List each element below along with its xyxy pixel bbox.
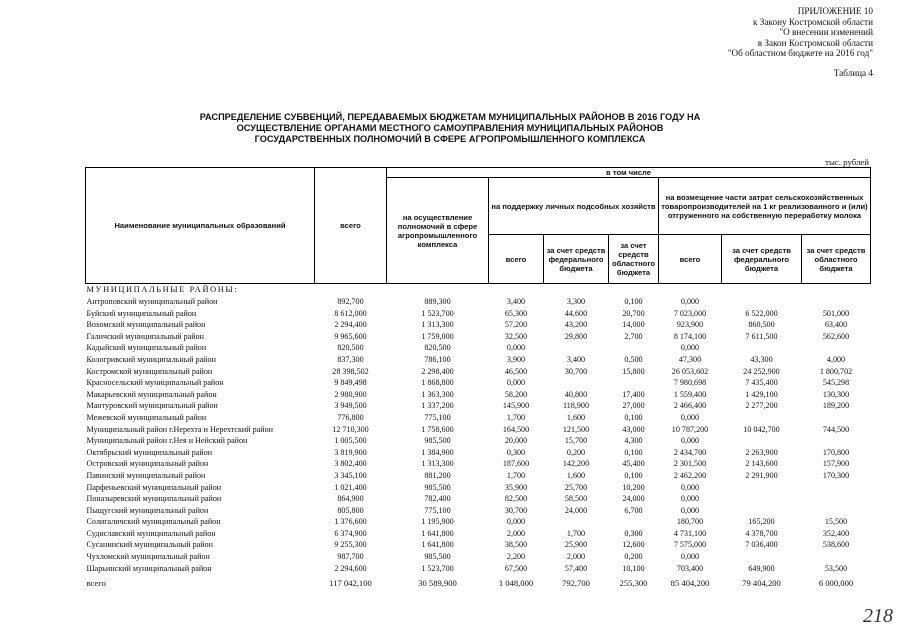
section-label: МУНИЦИПАЛЬНЫЕ РАЙОНЫ: — [86, 285, 239, 295]
subsidies-table — [85, 167, 871, 590]
cell-m-total: 85 404,200 — [670, 578, 710, 589]
cell-m-reg — [802, 493, 871, 505]
cell-m-reg: 352,400 — [822, 528, 850, 538]
cell-total: 2 294,400 — [334, 320, 367, 330]
cell-p-total: 67,500 — [504, 563, 528, 573]
table-row — [86, 412, 871, 424]
cell-p-reg — [609, 516, 659, 528]
cell-p-fed: 1,700 — [566, 528, 586, 538]
cell-m-fed: 165,200 — [748, 517, 775, 527]
cell-m-reg: 170,300 — [822, 470, 850, 480]
cell-p-fed: 3,400 — [566, 354, 586, 364]
table-row — [86, 424, 871, 436]
appendix-block — [728, 6, 873, 79]
cell-p-reg: 43,000 — [622, 424, 645, 434]
cell-m-reg: 538,600 — [822, 540, 850, 550]
table-row — [86, 331, 871, 343]
cell-m-fed: 7 036,400 — [745, 540, 778, 550]
cell-m-fed: 1 429,100 — [745, 389, 778, 399]
cell-name: Шарьинский муниципальный район — [86, 563, 212, 573]
cell-p-reg: 0,300 — [624, 528, 643, 538]
appendix-line: ПРИЛОЖЕНИЕ 10 — [797, 6, 873, 16]
cell-agro: 985,500 — [424, 552, 451, 562]
cell-name: Макарьевский муниципальный район — [86, 389, 217, 399]
cell-total: 820,500 — [337, 343, 364, 353]
cell-p-fed: 58,500 — [564, 494, 588, 504]
cell-agro: 1 195,900 — [421, 517, 454, 527]
cell-total: 805,800 — [337, 505, 364, 515]
cell-name: Муниципальный район г.Нерехта и Нерехтский район — [86, 424, 273, 434]
cell-m-total: 7 023,000 — [673, 308, 707, 318]
cell-p-total: 145,900 — [502, 401, 530, 411]
cell-m-total: 0,000 — [680, 494, 700, 504]
cell-m-reg — [802, 505, 871, 517]
table-row — [86, 528, 871, 540]
cell-p-total: 3,400 — [506, 297, 526, 306]
cell-m-reg: 63,400 — [824, 320, 848, 330]
cell-p-fed: 44,600 — [564, 308, 588, 318]
header-milk-regional: за счет средств областного бюджета — [802, 235, 871, 284]
cell-p-total: 0,000 — [506, 517, 526, 527]
table-row — [86, 319, 871, 331]
cell-p-total: 20,000 — [504, 436, 528, 446]
cell-m-reg: 170,800 — [822, 447, 850, 457]
cell-p-fed: 1,600 — [566, 412, 586, 422]
cell-p-reg: 24,000 — [622, 494, 645, 504]
cell-p-fed: 15,700 — [564, 436, 588, 446]
cell-name: Солигаличский муниципальный район — [86, 517, 221, 527]
cell-agro: 1 523,700 — [421, 308, 454, 318]
cell-agro: 1 384,900 — [421, 447, 454, 457]
title-line: РАСПРЕДЕЛЕНИЕ СУБВЕНЦИЙ, ПЕРЕДАВАЕМЫХ БЮДЖЕТАМ МУНИЦИПАЛЬНЫХ РАЙОНОВ В 2016 ГОДУ НА — [199, 112, 701, 122]
cell-total: 9 255,300 — [334, 540, 367, 550]
cell-p-reg: 20,700 — [622, 308, 645, 318]
cell-name: Галичский муниципальный район — [86, 331, 204, 341]
cell-total: 892,700 — [337, 297, 364, 306]
cell-name: Судиславский муниципальный район — [86, 528, 216, 538]
cell-p-total: 46,500 — [504, 366, 528, 376]
table-row — [86, 458, 871, 470]
cell-agro: 889,300 — [424, 297, 451, 306]
cell-p-fed — [544, 342, 609, 354]
header-milk-federal: за счет средств федерального бюджета — [722, 235, 802, 284]
cell-m-fed: 24 252,900 — [743, 366, 780, 376]
cell-p-total: 57,200 — [504, 320, 528, 330]
title-line: ОСУЩЕСТВЛЕНИЕ ОРГАНАМИ МЕСТНОГО САМОУПРАВЛЕНИЯ МУНИЦИПАЛЬНЫХ РАЙОНОВ — [236, 123, 664, 133]
cell-p-total: 35,900 — [504, 482, 528, 492]
cell-total: 864,900 — [337, 494, 364, 504]
cell-agro: 2 298,400 — [421, 366, 454, 376]
cell-name: Парфеньевский муниципальный район — [86, 482, 222, 492]
cell-p-reg: 4,300 — [624, 436, 643, 446]
cell-m-reg: 501,000 — [822, 308, 850, 318]
cell-m-fed: 4 378,700 — [745, 528, 778, 538]
cell-m-fed — [722, 505, 802, 517]
cell-p-total: 82,500 — [504, 494, 528, 504]
cell-m-fed — [722, 482, 802, 494]
cell-agro: 1 313,300 — [421, 459, 454, 469]
cell-m-total: 0,000 — [680, 297, 700, 306]
table-row — [86, 505, 871, 517]
cell-total: 6 374,900 — [334, 528, 367, 538]
cell-p-reg: 12,600 — [622, 540, 645, 550]
cell-m-reg: 15,500 — [824, 517, 848, 527]
cell-p-total: 30,700 — [504, 505, 528, 515]
cell-total: 2 294,600 — [334, 563, 367, 573]
cell-total: 117 042,100 — [329, 578, 372, 589]
cell-agro: 1 523,700 — [421, 563, 454, 573]
cell-m-total: 180,700 — [676, 517, 704, 527]
table-row — [86, 400, 871, 412]
cell-p-reg: 0,100 — [624, 470, 643, 480]
appendix-line: "Об областном бюджете на 2016 год" — [727, 48, 873, 59]
cell-p-fed: 118,900 — [562, 401, 589, 411]
cell-m-total: 8 174,100 — [673, 331, 707, 341]
cell-m-fed: 7 611,500 — [745, 331, 778, 341]
total-row — [86, 574, 871, 590]
cell-p-fed: 0,200 — [566, 447, 586, 457]
header-milk-total: всего — [659, 235, 722, 284]
cell-total: 1 376,600 — [334, 517, 367, 527]
cell-name: Межевской муниципальный район — [86, 412, 207, 422]
cell-total: 1 021,400 — [334, 482, 367, 492]
cell-name: Кологривский муниципальный район — [86, 354, 216, 364]
header-including: в том числе — [387, 168, 871, 178]
cell-p-fed: 24,000 — [564, 505, 588, 515]
table-body — [86, 284, 871, 590]
header-private-farms: на поддержку личных подсобных хозяйств — [489, 178, 659, 235]
cell-m-fed: 2 291,900 — [745, 470, 778, 480]
cell-total: 2 980,900 — [334, 389, 367, 399]
cell-m-fed — [722, 296, 802, 308]
cell-p-reg: 0,100 — [624, 412, 643, 422]
cell-p-total: 58,200 — [504, 389, 528, 399]
cell-m-fed: 43,300 — [750, 354, 773, 364]
cell-m-fed: 2 143,600 — [745, 459, 778, 469]
cell-m-reg — [802, 342, 871, 354]
cell-total: 3 819,900 — [334, 447, 367, 457]
cell-total: 3 345,100 — [334, 470, 367, 480]
cell-total: 12 710,300 — [332, 424, 369, 434]
table-row — [86, 563, 871, 575]
cell-m-total: 2 466,400 — [673, 401, 707, 411]
table-row — [86, 482, 871, 494]
cell-p-fed: 57,400 — [564, 563, 588, 573]
cell-p-total: 0,000 — [506, 343, 526, 353]
cell-total: 28 398,502 — [332, 366, 369, 376]
title-line: ГОСУДАРСТВЕННЫХ ПОЛНОМОЧИЙ В СФЕРЕ АГРОПРОМЫШЛЕННОГО КОМПЛЕКСА — [254, 134, 646, 144]
cell-p-total: 3,900 — [506, 354, 526, 364]
cell-p-fed: 142,200 — [562, 459, 590, 469]
cell-agro: 782,400 — [424, 494, 451, 504]
table-row — [86, 516, 871, 528]
cell-p-total: 1,700 — [506, 412, 526, 422]
cell-agro: 30 589,900 — [418, 578, 457, 589]
cell-total: 837,300 — [337, 354, 364, 364]
cell-p-total: 164,500 — [502, 424, 530, 434]
appendix-line: в Закон Костромской области — [757, 37, 873, 48]
cell-p-fed — [544, 377, 609, 389]
page-number: 218 — [863, 605, 893, 627]
cell-p-fed: 3,300 — [566, 297, 586, 306]
cell-m-reg — [802, 551, 871, 563]
table-row — [86, 354, 871, 366]
cell-p-reg: 2,700 — [624, 331, 643, 341]
cell-p-fed: 792,700 — [562, 578, 590, 589]
cell-p-reg: 0,200 — [624, 552, 643, 562]
cell-total: 9 849,498 — [334, 378, 367, 388]
cell-p-reg — [609, 377, 659, 389]
cell-agro: 1 868,800 — [421, 378, 454, 388]
cell-name: Пыщугский муниципальный район — [86, 505, 209, 515]
header-milk: на возмещение части затрат сельскохозяйственных товаропроизводителей на 1 кг реализованного и (или) отгруженного на собственную переработку молока — [659, 178, 871, 235]
cell-p-reg: 0,100 — [624, 297, 643, 306]
cell-name: Вохомский муниципальный район — [86, 320, 206, 330]
cell-p-reg — [609, 342, 659, 354]
header-agro: на осуществление полномочий в сфере агропромышленного комплекса — [387, 178, 489, 284]
cell-p-total: 187,600 — [502, 459, 530, 469]
table-row — [86, 296, 871, 308]
cell-m-reg: 53,500 — [824, 563, 848, 573]
cell-agro: 1 759,000 — [421, 331, 454, 341]
cell-agro: 1 641,800 — [421, 540, 454, 550]
cell-m-fed — [722, 435, 802, 447]
appendix-line: к Закону Костромской области — [753, 16, 873, 27]
cell-p-reg: 255,300 — [619, 578, 648, 589]
cell-name: Поназыревский муниципальный район — [86, 494, 222, 504]
cell-m-total: 47,300 — [678, 354, 702, 364]
table-row — [86, 342, 871, 354]
cell-m-reg: 4,000 — [826, 354, 846, 364]
cell-m-total: 0,000 — [680, 482, 700, 492]
cell-p-fed — [544, 516, 609, 528]
cell-m-reg: 744,500 — [822, 424, 850, 434]
cell-p-total: 38,500 — [504, 540, 528, 550]
cell-name: Красносельский муниципальный район — [86, 378, 224, 388]
cell-m-total: 26 053,602 — [671, 366, 709, 376]
header-private-regional: за счет средств областного бюджета — [609, 235, 659, 284]
cell-m-reg — [802, 412, 871, 424]
cell-agro: 775,100 — [424, 412, 451, 422]
cell-m-total: 923,900 — [676, 320, 704, 330]
cell-agro: 1 758,600 — [421, 424, 454, 434]
cell-m-fed: 860,500 — [748, 320, 775, 330]
cell-m-fed — [722, 412, 802, 424]
table-row — [86, 308, 871, 320]
cell-m-reg: 189,200 — [822, 401, 850, 411]
cell-agro: 820,500 — [424, 343, 451, 353]
cell-total: 987,700 — [337, 552, 364, 562]
cell-m-total: 0,000 — [680, 552, 700, 562]
cell-m-reg — [802, 482, 871, 494]
cell-total: 9 965,600 — [334, 331, 367, 341]
cell-agro: 786,100 — [424, 354, 451, 364]
cell-p-reg: 45,400 — [622, 459, 645, 469]
cell-m-fed: 6 522,000 — [745, 308, 778, 318]
header-total: всего — [315, 168, 387, 284]
units-label: тыс. рублей — [825, 157, 869, 167]
cell-p-total: 65,300 — [504, 308, 528, 318]
cell-agro: 1 337,200 — [421, 401, 454, 411]
header-name: Наименование муниципальных образований — [86, 168, 315, 284]
cell-name: Антроповский муниципальный район — [86, 297, 218, 306]
cell-p-fed: 30,700 — [564, 366, 588, 376]
cell-total: 3 949,500 — [334, 401, 367, 411]
cell-m-total: 0,000 — [680, 436, 700, 446]
cell-name: Сусанинский муниципальный район — [86, 540, 213, 550]
cell-p-total: 0,000 — [506, 378, 526, 388]
table-row — [86, 435, 871, 447]
cell-m-fed: 2 277,200 — [745, 401, 778, 411]
cell-m-total: 1 559,400 — [673, 389, 707, 399]
cell-p-total: 1 048,000 — [498, 578, 534, 589]
cell-name: Мантуровский муниципальный район — [86, 401, 218, 411]
table-row — [86, 539, 871, 551]
section-row — [86, 284, 871, 297]
cell-m-total: 2 434,700 — [673, 447, 707, 457]
cell-m-fed — [722, 493, 802, 505]
table-row — [86, 551, 871, 563]
cell-m-fed: 10 042,700 — [743, 424, 780, 434]
cell-total: 8 612,000 — [334, 308, 367, 318]
cell-agro: 985,500 — [424, 482, 451, 492]
cell-m-reg: 545,298 — [822, 378, 850, 388]
cell-p-fed: 43,200 — [564, 320, 588, 330]
cell-agro: 775,100 — [424, 505, 451, 515]
cell-p-total: 0,300 — [506, 447, 526, 457]
cell-m-total: 2 301,500 — [673, 459, 707, 469]
cell-p-reg: 14,000 — [622, 320, 645, 330]
cell-name: Октябрьский муниципальный район — [86, 447, 213, 457]
cell-m-total: 0,000 — [680, 505, 700, 515]
cell-m-fed — [722, 551, 802, 563]
cell-agro: 1 313,300 — [421, 320, 454, 330]
cell-m-total: 0,000 — [680, 343, 700, 353]
cell-p-reg: 6,700 — [624, 505, 643, 515]
cell-m-total: 703,400 — [676, 563, 704, 573]
cell-p-reg: 0,100 — [624, 447, 643, 457]
table-row — [86, 366, 871, 378]
cell-total: 1 005,500 — [334, 436, 367, 446]
cell-m-fed: 649,900 — [748, 563, 775, 573]
table-row — [86, 389, 871, 401]
cell-name: всего — [86, 578, 106, 589]
cell-name: Чухломский муниципальный район — [86, 552, 210, 562]
cell-p-reg: 17,400 — [622, 389, 645, 399]
cell-m-fed — [722, 342, 802, 354]
cell-p-total: 2,200 — [506, 552, 526, 562]
cell-m-reg: 1 800,702 — [819, 366, 853, 376]
cell-name: Костромской муниципальный район — [86, 366, 213, 376]
cell-m-reg — [802, 296, 871, 308]
cell-m-reg: 562,600 — [822, 331, 850, 341]
cell-m-total: 2 462,200 — [673, 470, 707, 480]
cell-m-total: 4 731,100 — [673, 528, 707, 538]
cell-agro: 881,200 — [424, 470, 451, 480]
cell-m-reg: 157,900 — [822, 459, 850, 469]
table-row — [86, 377, 871, 389]
cell-p-fed: 1,600 — [566, 470, 586, 480]
cell-p-fed: 25,700 — [564, 482, 588, 492]
cell-name: Кадыйский муниципальный район — [86, 343, 207, 353]
header-private-total: всего — [489, 235, 544, 284]
cell-p-reg: 0,500 — [624, 354, 643, 364]
cell-name: Муниципальный район г.Нея и Нейский район — [86, 436, 248, 446]
cell-name: Буйский муниципальный район — [86, 308, 197, 318]
cell-agro: 985,500 — [424, 436, 451, 446]
cell-name: Павинский муниципальный район — [86, 470, 206, 480]
cell-agro: 1 363,300 — [421, 389, 454, 399]
appendix-line: "О внесении изменений — [779, 27, 873, 38]
cell-total: 3 802,400 — [334, 459, 367, 469]
cell-name: Островский муниципальный район — [86, 459, 209, 469]
cell-p-reg: 10,200 — [622, 482, 645, 492]
cell-p-fed: 40,800 — [564, 389, 588, 399]
table-row — [86, 493, 871, 505]
table-row — [86, 447, 871, 459]
cell-m-total: 7 980,698 — [673, 378, 707, 388]
cell-m-fed: 7 435,400 — [745, 378, 778, 388]
cell-m-total: 7 575,000 — [673, 540, 707, 550]
cell-m-reg: 6 000,000 — [818, 578, 854, 589]
table-row — [86, 470, 871, 482]
cell-p-fed: 29,800 — [564, 331, 588, 341]
cell-p-reg: 10,100 — [622, 563, 645, 573]
cell-m-total: 10 787,200 — [671, 424, 709, 434]
cell-p-fed: 121,500 — [562, 424, 590, 434]
cell-p-total: 32,500 — [504, 331, 528, 341]
cell-m-fed: 79 404,200 — [742, 578, 781, 589]
cell-p-fed: 2,000 — [566, 552, 586, 562]
cell-p-fed: 25,900 — [564, 540, 588, 550]
cell-p-reg: 27,000 — [622, 401, 645, 411]
cell-m-fed: 2 263,900 — [745, 447, 778, 457]
cell-m-reg — [802, 435, 871, 447]
cell-agro: 1 641,800 — [421, 528, 454, 538]
document-title — [150, 112, 750, 145]
cell-p-total: 1,700 — [506, 470, 526, 480]
cell-total: 776,800 — [337, 412, 364, 422]
table-label: Таблица 4 — [833, 67, 873, 78]
cell-m-total: 0,000 — [680, 412, 700, 422]
header-private-federal: за счет средств федерального бюджета — [544, 235, 609, 284]
cell-m-reg: 130,300 — [822, 389, 850, 399]
cell-p-total: 2,000 — [506, 528, 526, 538]
cell-p-reg: 15,800 — [622, 366, 645, 376]
